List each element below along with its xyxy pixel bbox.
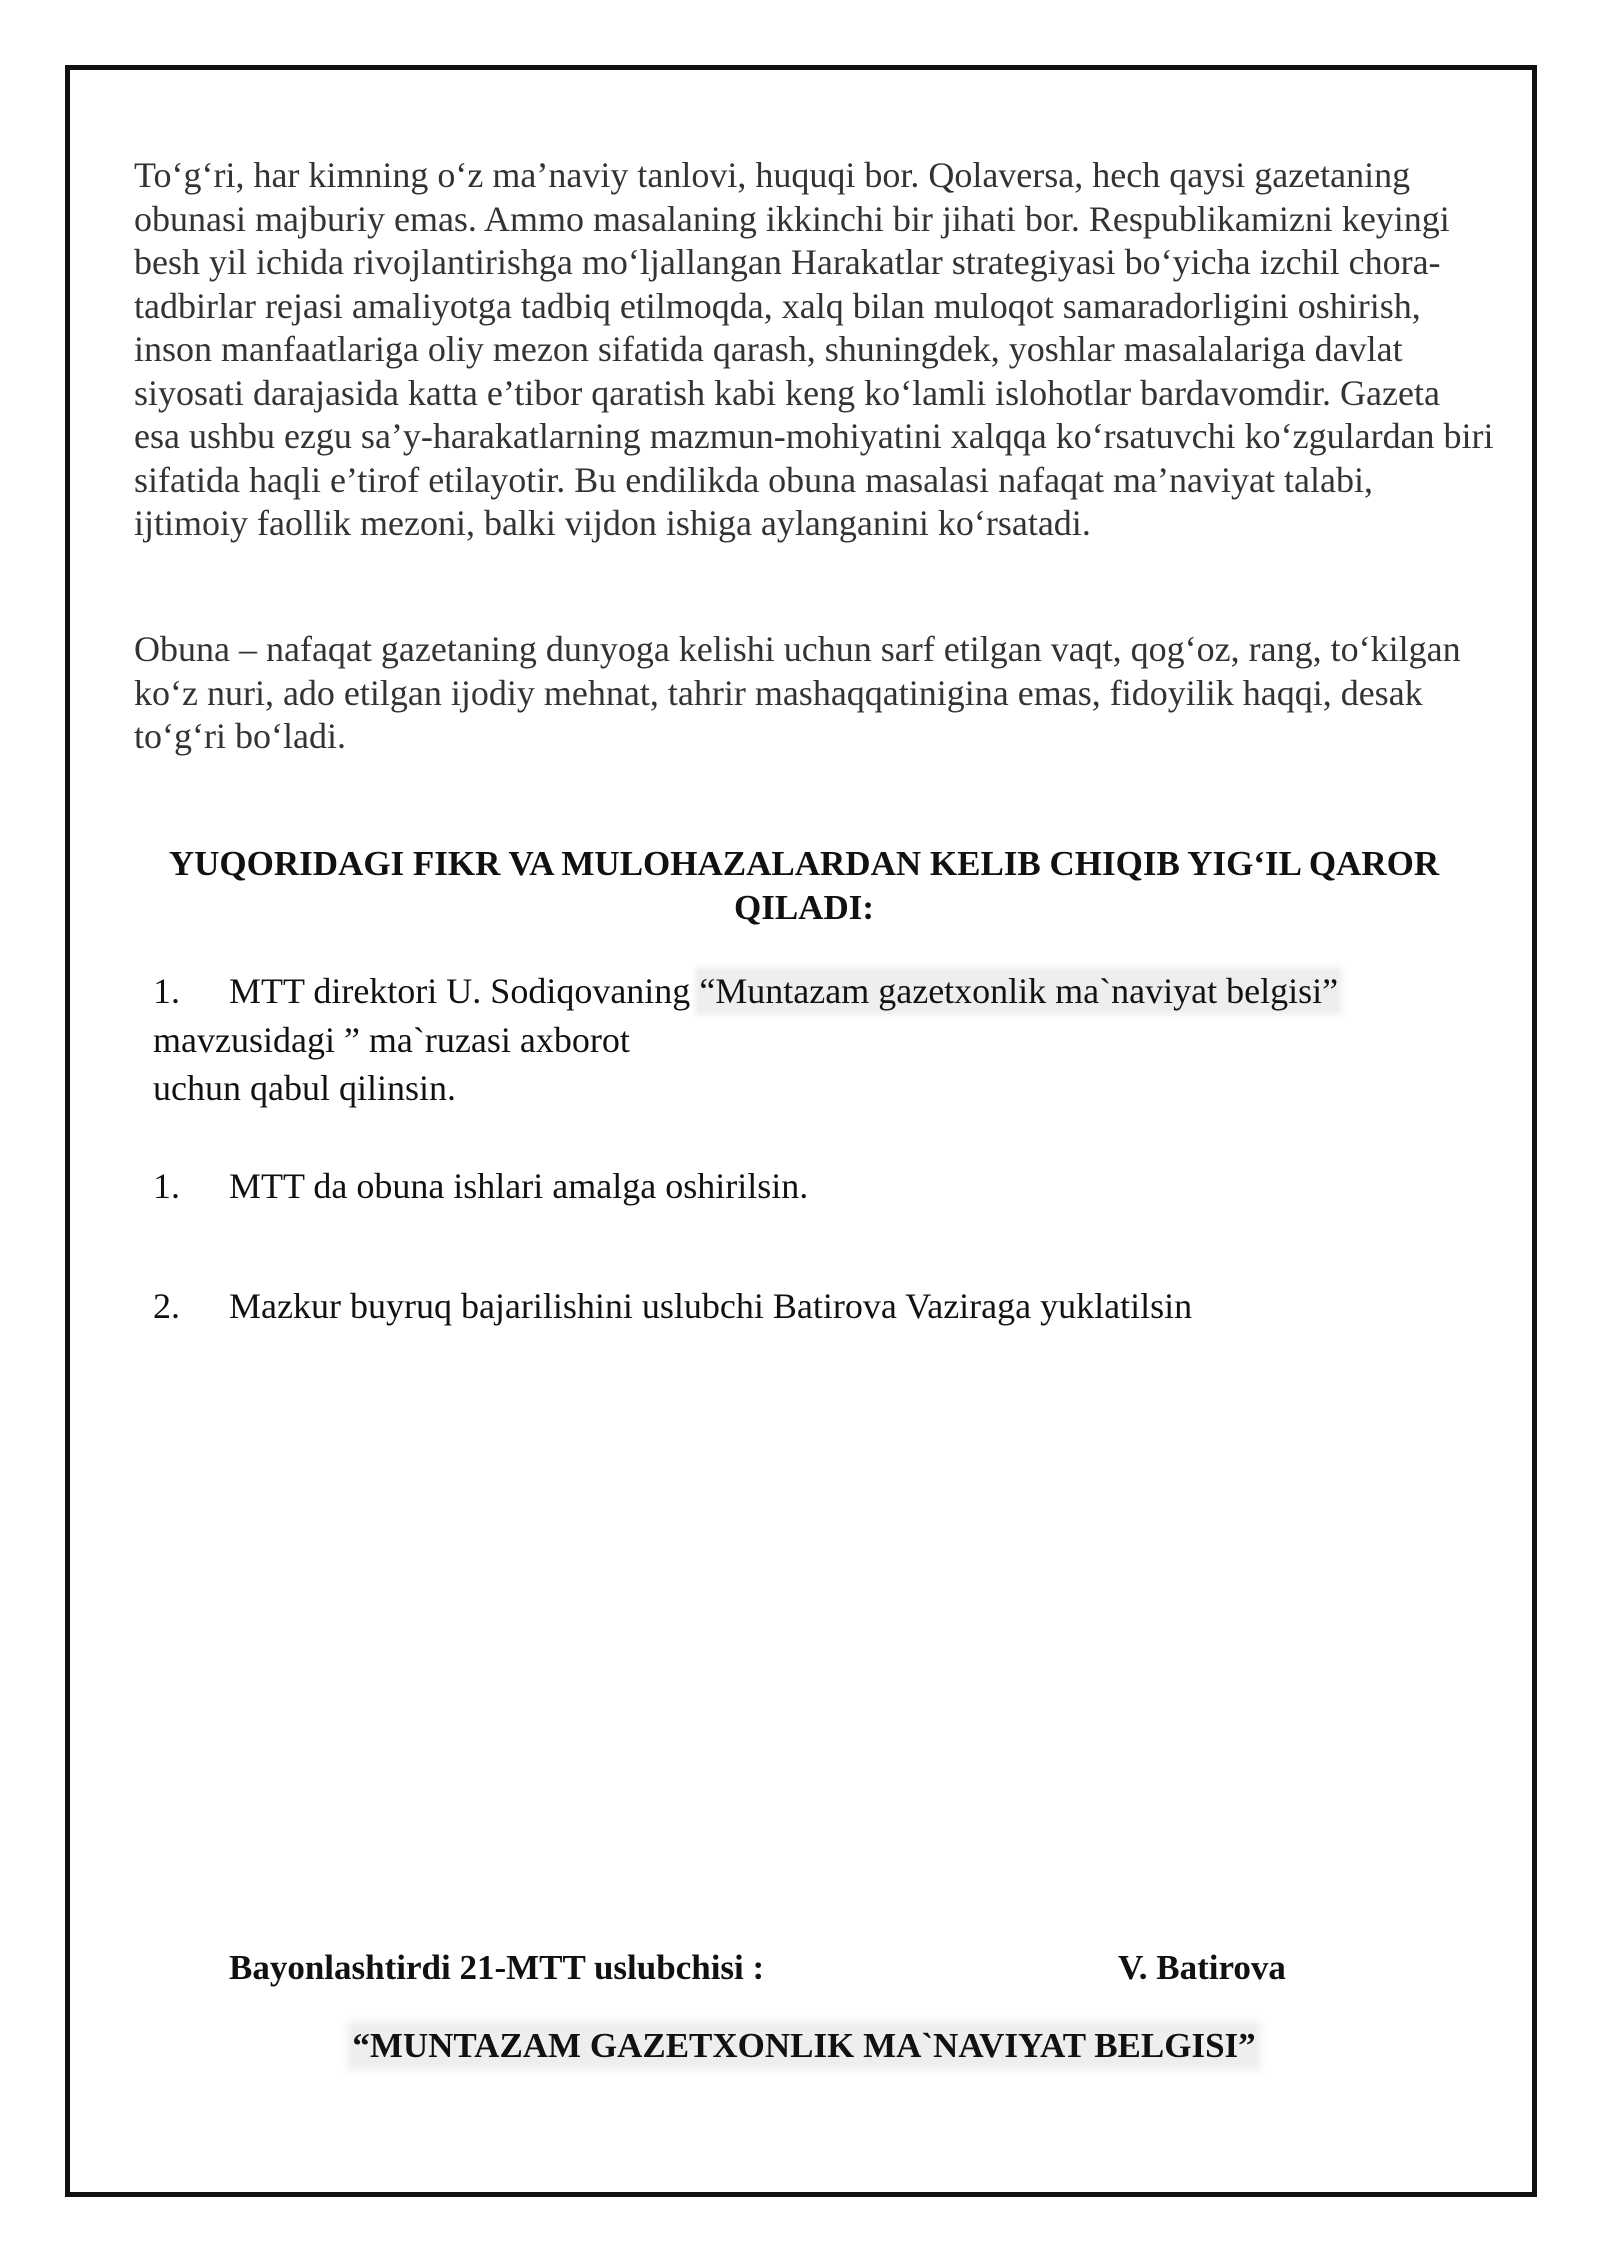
decision-item-1-topic: “Muntazam gazetxonlik ma`naviyat belgisi” [699, 971, 1339, 1011]
footer-title-text: “MUNTAZAM GAZETXONLIK MA`NAVIYAT BELGISI” [352, 2026, 1256, 2065]
decision-item-2-number: 1. [153, 1166, 180, 1206]
decision-item-1-line-3: uchun qabul qilinsin. [153, 1068, 456, 1108]
body-paragraph-2: Obuna – nafaqat gazetaning dunyoga kelishi uchun sarf etilgan vaqt, qog‘oz, rang, to‘kilgan ko‘z nuri, ado etilgan ijodiy mehnat, tahrir mashaqqatinigina emas, fidoyilik haqqi, desak to‘g‘ri bo‘ladi. [134, 629, 1461, 756]
decision-heading: YUQORIDAGI FIKR VA MULOHAZALARDAN KELIB CHIQIB YIG‘IL QAROR QILADI: [168, 844, 1440, 927]
decision-item-3 [153, 1282, 1493, 1330]
footer-title [134, 2024, 1474, 2068]
decision-item-1-text-part-1: MTT direktori U. Sodiqovaning [229, 971, 700, 1011]
decision-item-3-number: 2. [153, 1286, 180, 1326]
decision-item-1-number: 1. [153, 971, 180, 1011]
decision-item-1 [153, 967, 1493, 1015]
decision-item-1-line-2: mavzusidagi ” ma`ruzasi axborot [153, 1020, 630, 1060]
body-paragraph-1: To‘g‘ri, har kimning o‘z ma’naviy tanlovi, huquqi bor. Qolaversa, hech qaysi gazetaning obunasi majburiy emas. Ammo masalaning ikkinchi bir jihati bor. Respublikamizni keyingi besh yil ichida rivojlantirishga mo‘ljallangan Harakatlar strategiyasi bo‘yicha izchil chora-tadbirlar rejasi amaliyotga tadbiq etilmoqda, xalq bilan muloqot samaradorligini oshirish, inson manfaatlariga oliy mezon sifatida qarash, shuningdek, yoshlar masalalariga davlat siyosati darajasida katta e’tibor qaratish kabi keng ko‘lamli islohotlar bardavomdir. Gazeta esa ushbu ezgu sa’y-harakatlarning mazmun-mohiyatini xalqqa ko‘rsatuvchi ko‘zgulardan biri sifatida haqli e’tirof etilayotir. Bu endilikda obuna masalasi nafaqat ma’naviyat talabi, ijtimoiy faollik mezoni, balki vijdon ishiga aylanganini ko‘rsatadi. [134, 155, 1494, 543]
signature-name: V. Batirova [1118, 1948, 1286, 1987]
decision-item-3-text: Mazkur buyruq bajarilishini uslubchi Batirova Vaziraga yuklatilsin [229, 1286, 1193, 1326]
signature-label: Bayonlashtirdi 21-MTT uslubchisi : [229, 1948, 765, 1987]
decision-item-2 [153, 1162, 1493, 1210]
decision-item-2-text: MTT da obuna ishlari amalga oshirilsin. [229, 1166, 809, 1206]
